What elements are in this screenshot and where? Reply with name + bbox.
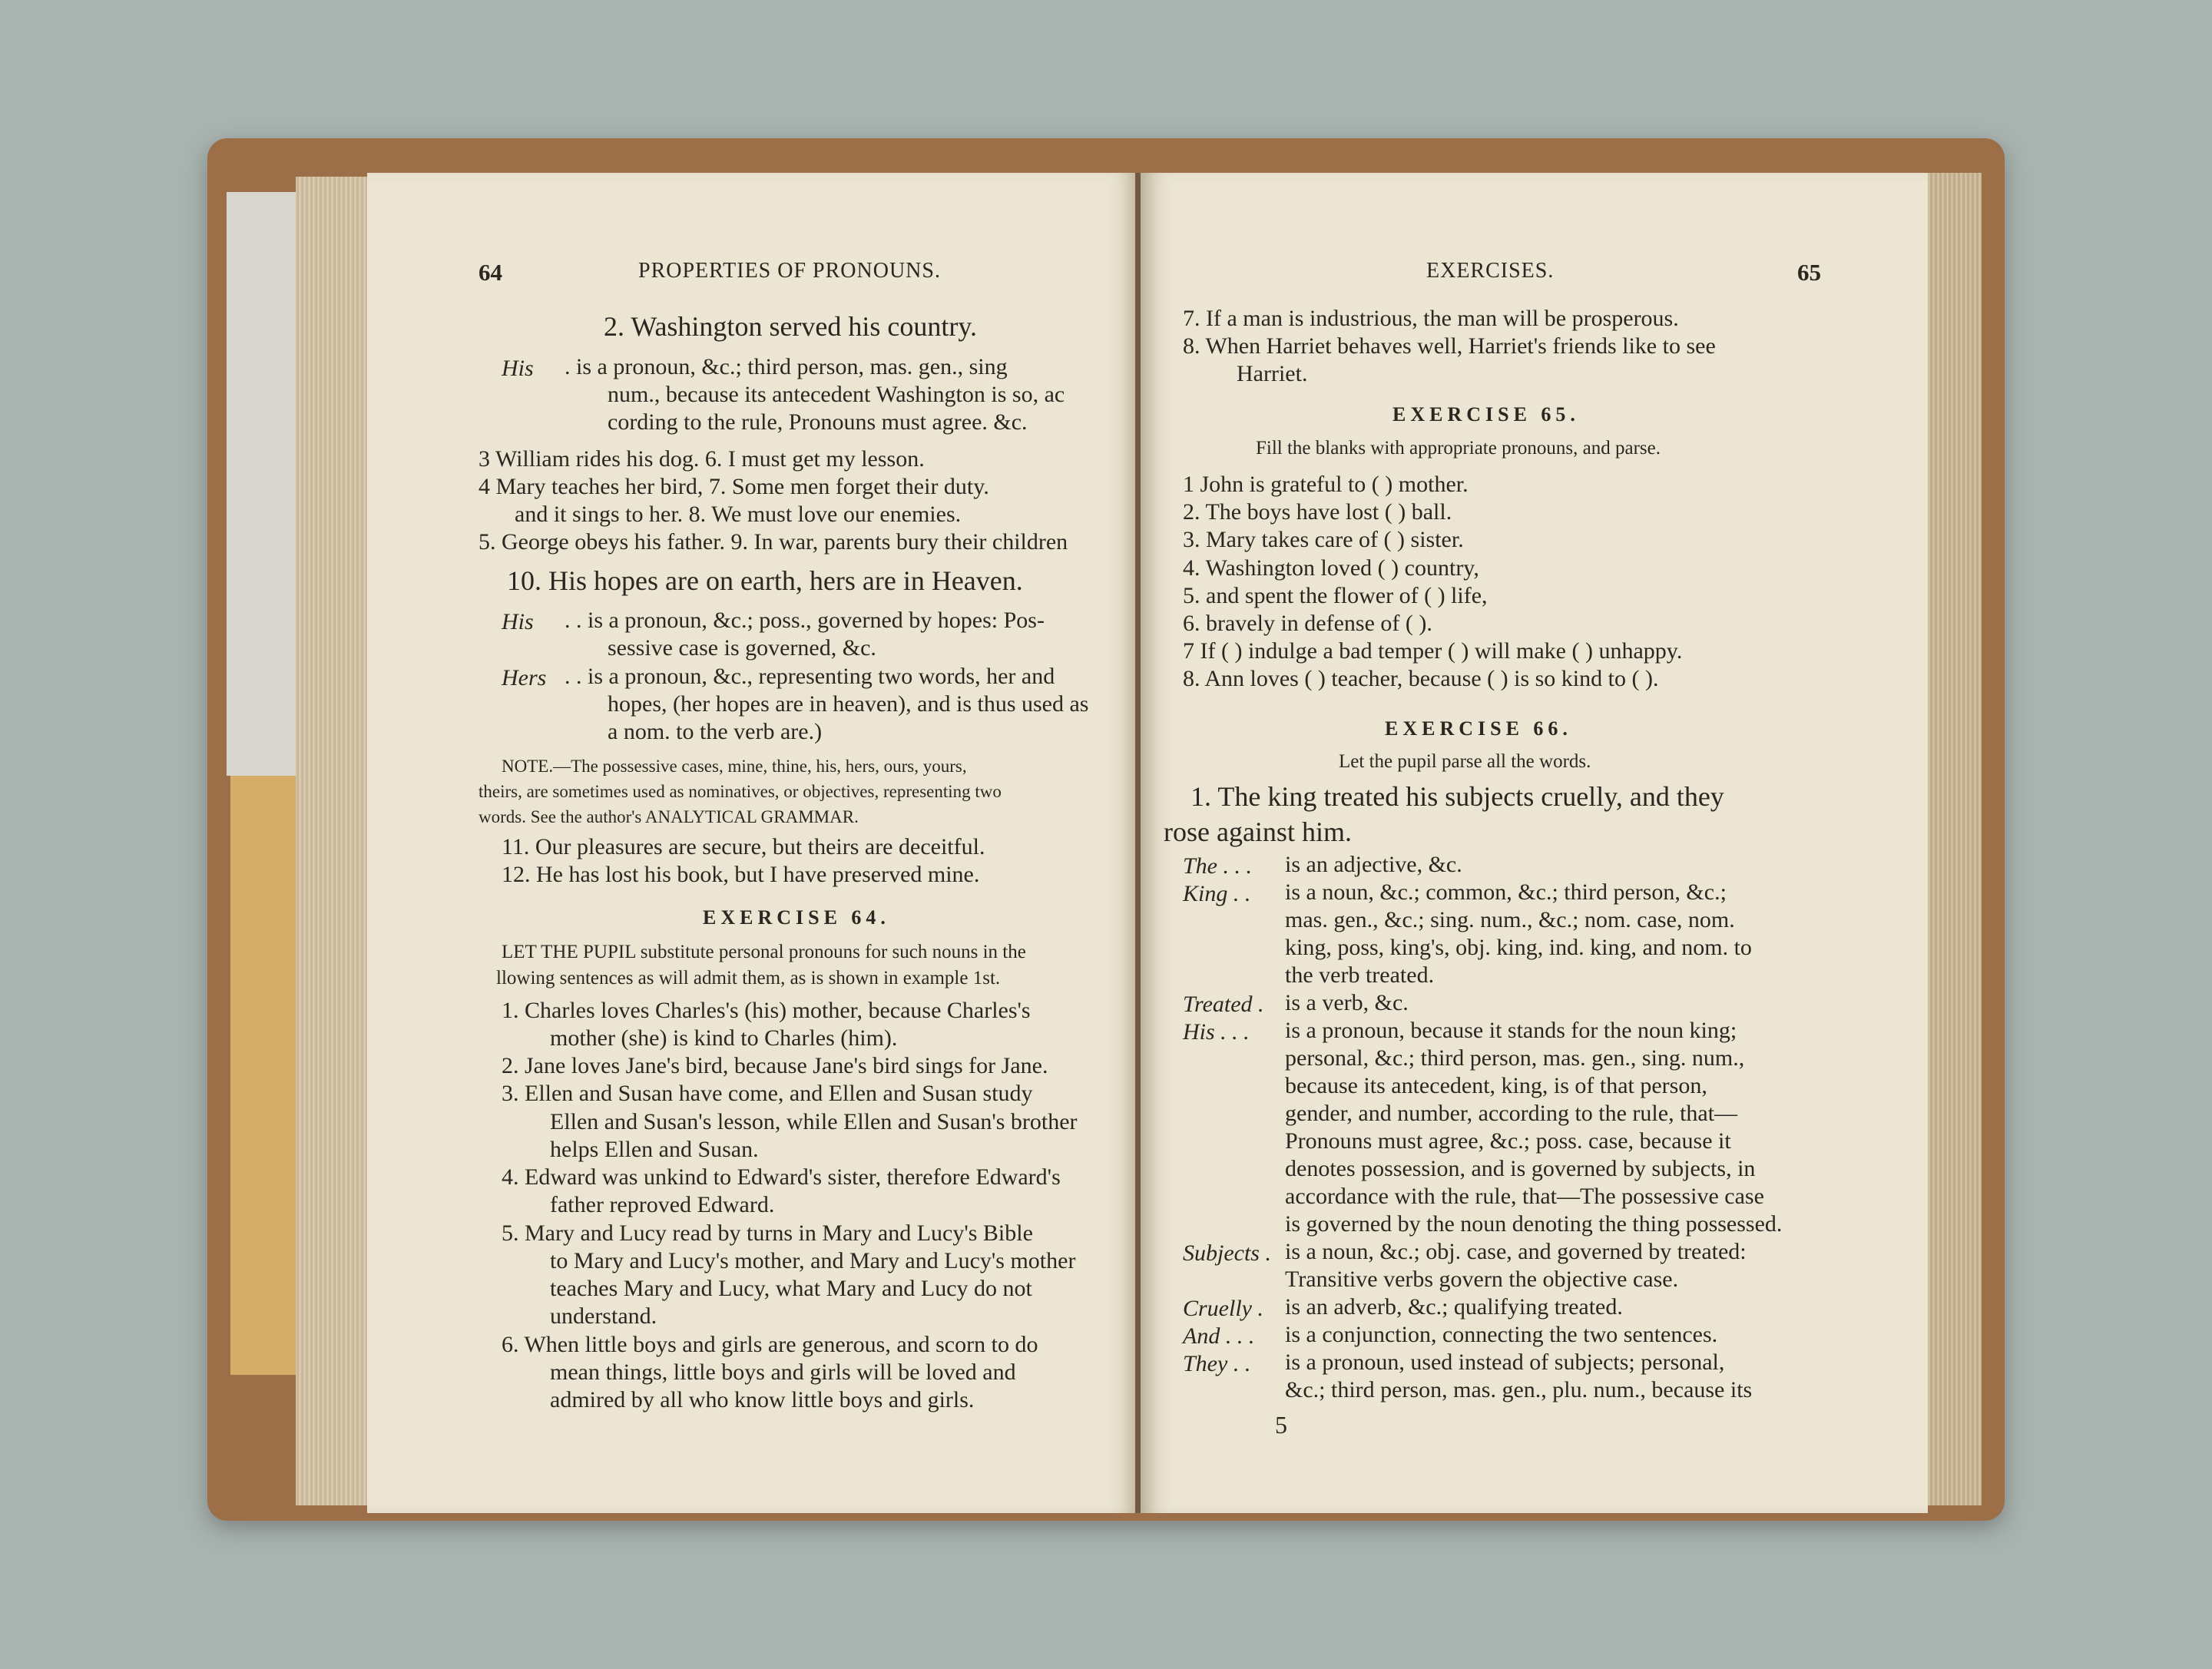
blank-line: 2. The boys have lost ( ) ball. (1183, 499, 1452, 525)
instruction-line: Fill the blanks with appropriate pronouns, and parse. (1256, 438, 1661, 459)
text-line: &c.; third person, mas. gen., plu. num., because its (1285, 1377, 1753, 1402)
text-line: the verb treated. (1285, 962, 1435, 988)
exercise-title: EXERCISE 66. (1385, 717, 1572, 740)
blank-line: 8. Ann loves ( ) teacher, because ( ) is so kind to ( ). (1183, 666, 1659, 691)
signature-mark: 5 (1275, 1411, 1287, 1439)
note-line: NOTE.—The possessive cases, mine, thine, his, hers, ours, yours, (502, 757, 967, 776)
text-line: sessive case is governed, &c. (608, 635, 876, 661)
left-page (367, 173, 1139, 1513)
blank-line: 4. Washington loved ( ) country, (1183, 555, 1479, 581)
stained-endpaper (230, 776, 303, 1375)
text-line: Transitive verbs govern the objective case. (1285, 1267, 1679, 1292)
parse-label: Hers (502, 665, 547, 690)
example-heading: rose against him. (1164, 816, 1352, 847)
page-edges-left (296, 177, 369, 1505)
text-line: because its antecedent, king, is of that person, (1285, 1073, 1707, 1098)
page-number: 64 (478, 259, 502, 286)
blank-line: 3. Mary takes care of ( ) sister. (1183, 527, 1464, 552)
text-line: 3. Ellen and Susan have come, and Ellen and Susan study (502, 1081, 1033, 1106)
text-line: mean things, little boys and girls will be loved and (550, 1359, 1016, 1385)
text-line: 3 William rides his dog. 6. I must get my lesson. (478, 446, 925, 472)
text-line: 4. Edward was unkind to Edward's sister, therefore Edward's (502, 1164, 1061, 1190)
text-line: 12. He has lost his book, but I have preserved mine. (502, 862, 980, 887)
text-line: . . is a pronoun, &c.; poss., governed by hopes: Pos- (565, 608, 1045, 633)
text-line: helps Ellen and Susan. (550, 1137, 759, 1162)
text-line: gender, and number, according to the rule, that— (1285, 1101, 1738, 1126)
text-line: . is a pronoun, &c.; third person, mas. gen., sing (565, 354, 1008, 379)
text-line: cording to the rule, Pronouns must agree. &c. (608, 409, 1028, 435)
text-line: denotes possession, and is governed by subjects, in (1285, 1156, 1756, 1181)
text-line: Pronouns must agree, &c.; poss. case, because it (1285, 1128, 1731, 1154)
text-line: understand. (550, 1303, 657, 1329)
text-line: . . is a pronoun, &c., representing two words, her and (565, 664, 1055, 689)
running-head: PROPERTIES OF PRONOUNS. (638, 259, 941, 283)
exercise-title: EXERCISE 65. (1392, 403, 1580, 426)
right-page (1141, 173, 1928, 1513)
text-line: hopes, (her hopes are in heaven), and is thus used as (608, 691, 1089, 717)
text-line: admired by all who know little boys and girls. (550, 1387, 975, 1412)
parse-label: They . . (1183, 1351, 1251, 1376)
text-line: is a noun, &c.; obj. case, and governed by treated: (1285, 1239, 1747, 1264)
text-line: king, poss, king's, obj. king, ind. king, and nom. to (1285, 935, 1752, 960)
text-line: is an adjective, &c. (1285, 852, 1462, 877)
parse-label: His (502, 609, 534, 634)
text-line: is a verb, &c. (1285, 990, 1409, 1015)
exercise-title: EXERCISE 64. (703, 906, 890, 929)
text-line: to Mary and Lucy's mother, and Mary and Lucy's mother (550, 1248, 1076, 1273)
instruction-line: llowing sentences as will admit them, as is shown in example 1st. (496, 968, 1001, 988)
text-line: 8. When Harriet behaves well, Harriet's friends like to see (1183, 333, 1716, 359)
example-heading: 10. His hopes are on earth, hers are in Heaven. (507, 565, 1023, 596)
note-line: theirs, are sometimes used as nominatives, or objectives, representing two (478, 782, 1002, 801)
text-line: is a noun, &c.; common, &c.; third person, &c.; (1285, 879, 1727, 905)
blank-line: 1 John is grateful to ( ) mother. (1183, 472, 1469, 497)
text-line: 5. Mary and Lucy read by turns in Mary and Lucy's Bible (502, 1220, 1033, 1246)
text-line: num., because its antecedent Washington is so, ac (608, 382, 1065, 407)
page-number: 65 (1797, 259, 1821, 286)
text-line: is a pronoun, because it stands for the noun king; (1285, 1018, 1737, 1043)
text-line: a nom. to the verb are.) (608, 719, 823, 744)
text-line: is a pronoun, used instead of subjects; personal, (1285, 1349, 1725, 1375)
parse-label: And . . . (1183, 1323, 1255, 1349)
text-line: 1. Charles loves Charles's (his) mother, because Charles's (502, 998, 1031, 1023)
text-line: 11. Our pleasures are secure, but theirs are deceitful. (502, 834, 985, 859)
page-edges-right (1920, 173, 1982, 1505)
text-line: mother (she) is kind to Charles (him). (550, 1025, 898, 1051)
blank-line: 7 If ( ) indulge a bad temper ( ) will make ( ) unhappy. (1183, 638, 1683, 664)
parse-label: His (502, 356, 534, 381)
note-line: words. See the author's ANALYTICAL GRAMMAR. (478, 807, 859, 826)
text-line: teaches Mary and Lucy, what Mary and Lucy do not (550, 1276, 1032, 1301)
blank-line: 6. bravely in defense of ( ). (1183, 611, 1432, 636)
text-line: is an adverb, &c.; qualifying treated. (1285, 1294, 1623, 1320)
text-line: 6. When little boys and girls are generous, and scorn to do (502, 1332, 1038, 1357)
parse-label: The . . . (1183, 853, 1252, 879)
text-line: personal, &c.; third person, mas. gen., sing. num., (1285, 1045, 1745, 1071)
text-line: Ellen and Susan's lesson, while Ellen and Susan's brother (550, 1109, 1078, 1134)
parse-label: King . . (1183, 881, 1251, 906)
text-line: 4 Mary teaches her bird, 7. Some men forget their duty. (478, 474, 989, 499)
parse-label: Treated . (1183, 992, 1264, 1017)
text-line: 5. George obeys his father. 9. In war, parents bury their children (478, 529, 1068, 555)
text-line: Harriet. (1237, 361, 1308, 386)
instruction-line: LET THE PUPIL substitute personal pronouns for such nouns in the (502, 942, 1026, 962)
text-line: is a conjunction, connecting the two sentences. (1285, 1322, 1718, 1347)
text-line: accordance with the rule, that—The possessive case (1285, 1184, 1764, 1209)
blank-line: 5. and spent the flower of ( ) life, (1183, 583, 1488, 608)
example-heading: 1. The king treated his subjects cruelly, and they (1190, 781, 1724, 812)
text-line: is governed by the noun denoting the thing possessed. (1285, 1211, 1783, 1237)
text-line: 2. Jane loves Jane's bird, because Jane's bird sings for Jane. (502, 1053, 1048, 1078)
text-line: mas. gen., &c.; sing. num., &c.; nom. case, nom. (1285, 907, 1735, 932)
running-head: EXERCISES. (1426, 259, 1555, 283)
parse-label: His . . . (1183, 1019, 1250, 1045)
text-line: 7. If a man is industrious, the man will be prosperous. (1183, 306, 1679, 331)
text-line: and it sings to her. 8. We must love our enemies. (515, 502, 962, 527)
example-heading: 2. Washington served his country. (604, 311, 978, 342)
parse-label: Cruelly . (1183, 1296, 1263, 1321)
parse-label: Subjects . (1183, 1240, 1271, 1266)
instruction-line: Let the pupil parse all the words. (1339, 751, 1591, 772)
text-line: father reproved Edward. (550, 1192, 775, 1217)
